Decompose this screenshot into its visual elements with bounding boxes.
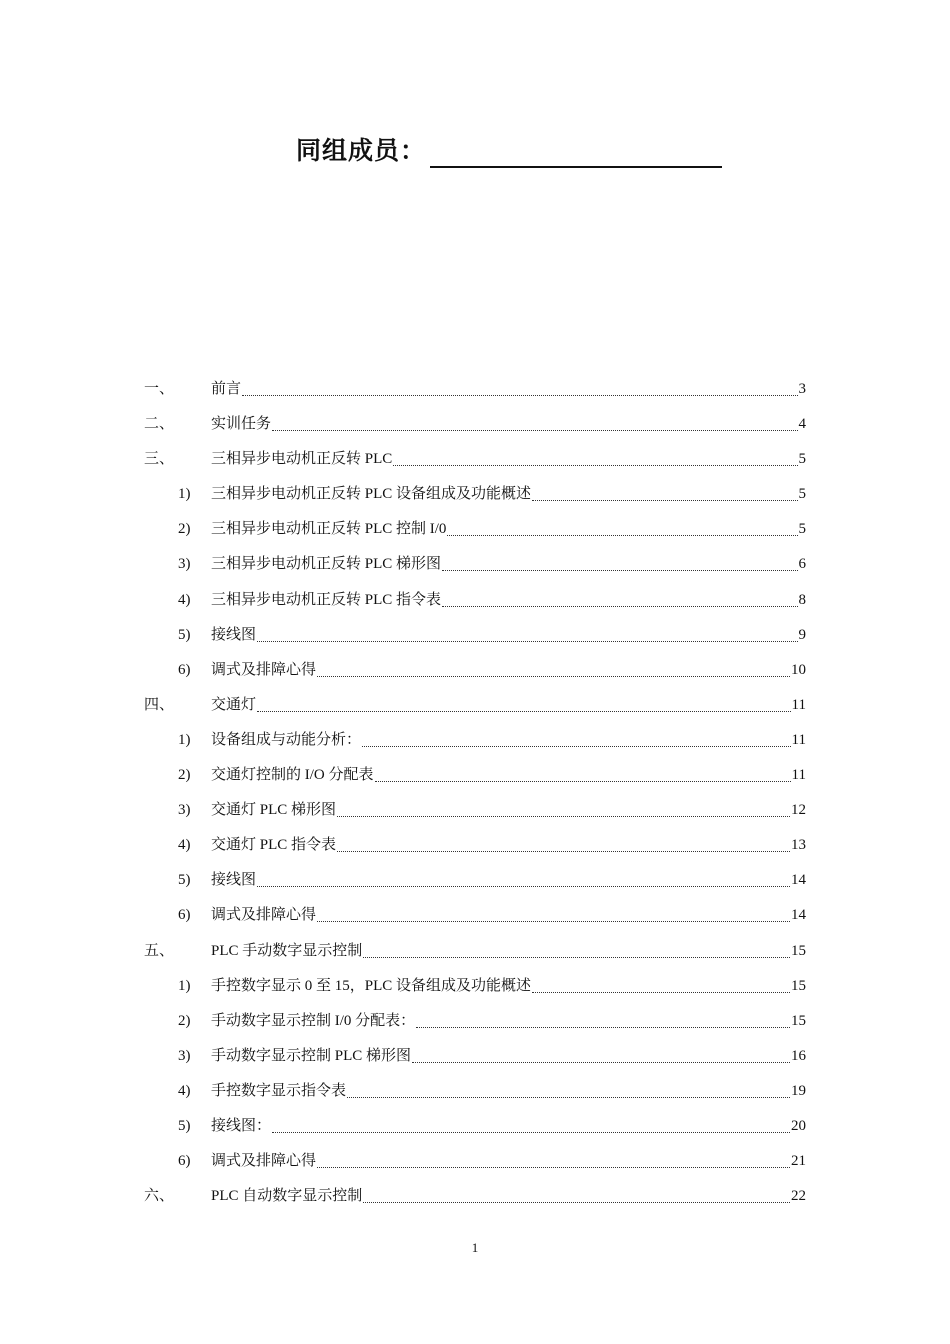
toc-dot-leader [257, 641, 797, 642]
toc-entry[interactable] [144, 1004, 806, 1039]
toc-entry-number: 1) [178, 731, 191, 748]
toc-entry-number: 1) [178, 486, 191, 503]
group-members-line [296, 134, 722, 168]
toc-entry-title: 交通灯 PLC 梯形图 [211, 802, 337, 819]
toc-entry-body [211, 1144, 806, 1179]
toc-entry-page: 4 [798, 416, 806, 433]
toc-entry-page: 15 [791, 942, 806, 959]
toc-entry[interactable] [144, 1039, 806, 1074]
toc-entry-title: 三相异步电动机正反转 PLC 设备组成及功能概述 [211, 486, 532, 503]
toc-entry-body [211, 934, 806, 969]
toc-entry-body [211, 1109, 806, 1144]
toc-entry-number: 4) [178, 591, 191, 608]
toc-entry-body [211, 1074, 806, 1109]
toc-entry-body [211, 793, 806, 828]
toc-entry-page: 5 [798, 486, 806, 503]
toc-entry[interactable] [144, 934, 806, 969]
toc-entry[interactable] [144, 442, 806, 477]
toc-entry-page: 13 [791, 837, 806, 854]
toc-dot-leader [337, 816, 790, 817]
toc-entry-title: PLC 自动数字显示控制 [211, 1188, 363, 1205]
toc-dot-leader [347, 1097, 790, 1098]
toc-entry-body [211, 1039, 806, 1074]
toc-entry-title: 三相异步电动机正反转 PLC 指令表 [211, 591, 442, 608]
toc-entry[interactable] [144, 969, 806, 1004]
toc-entry-page: 8 [798, 591, 806, 608]
toc-entry-title: 实训任务 [211, 416, 272, 433]
toc-entry-body [211, 828, 806, 863]
toc-entry-number: 4) [178, 837, 191, 854]
toc-dot-leader [257, 711, 791, 712]
toc-dot-leader [375, 781, 791, 782]
toc-entry-body [211, 618, 806, 653]
toc-entry[interactable] [144, 1179, 806, 1214]
toc-dot-leader [337, 851, 790, 852]
toc-entry-title: 交通灯控制的 I/O 分配表 [211, 767, 374, 784]
toc-entry-title: 交通灯 PLC 指令表 [211, 837, 337, 854]
toc-dot-leader [532, 500, 797, 501]
toc-dot-leader [442, 606, 797, 607]
toc-entry-body [211, 442, 806, 477]
toc-dot-leader [447, 535, 797, 536]
table-of-contents [144, 372, 806, 1214]
page-number: 1 [471, 1240, 479, 1255]
toc-entry-body [211, 863, 806, 898]
toc-dot-leader [317, 676, 790, 677]
toc-entry-title: 手动数字显示控制 PLC 梯形图 [211, 1047, 412, 1064]
toc-entry-title: 三相异步电动机正反转 PLC [211, 451, 393, 468]
toc-entry[interactable] [144, 828, 806, 863]
toc-entry-page: 3 [798, 381, 806, 397]
toc-entry-title: 三相异步电动机正反转 PLC 控制 I/0 [211, 521, 447, 538]
group-members-blank [430, 138, 722, 168]
toc-entry-title: 接线图 [211, 872, 257, 889]
toc-dot-leader [412, 1062, 790, 1063]
toc-entry-number: 3) [178, 1047, 191, 1064]
toc-entry[interactable] [144, 583, 806, 618]
toc-entry-number: 2) [178, 1012, 191, 1029]
toc-entry-title: 手控数字显示指令表 [211, 1082, 347, 1099]
toc-entry-number: 二、 [144, 416, 175, 433]
toc-entry-number: 3) [178, 556, 191, 573]
toc-entry[interactable] [144, 618, 806, 653]
toc-entry-body [211, 723, 806, 758]
toc-entry-number: 5) [178, 872, 191, 889]
toc-entry-number: 6) [178, 907, 191, 924]
toc-entry-body [211, 969, 806, 1004]
toc-entry[interactable] [144, 653, 806, 688]
toc-entry[interactable] [144, 1074, 806, 1109]
toc-entry-title: 交通灯 [211, 696, 257, 713]
toc-dot-leader [317, 921, 790, 922]
toc-entry[interactable] [144, 793, 806, 828]
toc-entry[interactable] [144, 1109, 806, 1144]
toc-entry-number: 六、 [144, 1188, 175, 1205]
toc-dot-leader [393, 465, 797, 466]
toc-entry-body [211, 407, 806, 442]
toc-entry-page: 19 [791, 1082, 806, 1099]
toc-entry-body [211, 372, 806, 407]
toc-entry-body [211, 477, 806, 512]
toc-dot-leader [257, 886, 790, 887]
toc-entry-page: 15 [791, 1012, 806, 1029]
toc-entry[interactable] [144, 1144, 806, 1179]
toc-entry-page: 9 [798, 626, 806, 643]
toc-dot-leader [362, 746, 791, 747]
toc-entry-page: 14 [791, 872, 806, 889]
toc-entry-page: 16 [791, 1047, 806, 1064]
toc-entry-body [211, 1004, 806, 1039]
toc-entry-page: 5 [798, 521, 806, 538]
toc-dot-leader [272, 430, 797, 431]
toc-entry-number: 四、 [144, 696, 175, 713]
toc-entry-title: PLC 手动数字显示控制 [211, 942, 363, 959]
toc-dot-leader [317, 1167, 790, 1168]
toc-entry-page: 11 [791, 696, 806, 713]
toc-entry-number: 5) [178, 1117, 191, 1134]
toc-entry-number: 2) [178, 521, 191, 538]
toc-entry[interactable] [144, 688, 806, 723]
toc-entry-body [211, 758, 806, 793]
toc-entry-number: 三、 [144, 451, 175, 468]
toc-entry-body [211, 1179, 806, 1214]
toc-entry-page: 21 [791, 1153, 806, 1170]
toc-dot-leader [272, 1132, 790, 1133]
toc-entry-body [211, 653, 806, 688]
toc-entry-title: 调式及排障心得 [211, 1153, 317, 1170]
toc-dot-leader [532, 992, 790, 993]
toc-entry-page: 20 [791, 1117, 806, 1134]
toc-entry[interactable] [144, 723, 806, 758]
toc-entry-number: 6) [178, 661, 191, 678]
toc-entry-body [211, 898, 806, 933]
toc-entry-number: 3) [178, 802, 191, 819]
toc-entry-number: 4) [178, 1082, 191, 1099]
toc-entry-body [211, 583, 806, 618]
toc-entry[interactable] [144, 547, 806, 582]
toc-entry-body [211, 547, 806, 582]
toc-entry-page: 5 [798, 451, 806, 468]
toc-entry-title: 手控数字显示 0 至 15，PLC 设备组成及功能概述 [211, 977, 532, 994]
toc-entry[interactable] [144, 477, 806, 512]
toc-entry-title: 设备组成与动能分析： [211, 731, 362, 748]
toc-dot-leader [363, 957, 790, 958]
toc-entry-page: 12 [791, 802, 806, 819]
toc-entry-title: 前言 [211, 381, 242, 397]
toc-entry-body [211, 512, 806, 547]
toc-entry[interactable] [144, 758, 806, 793]
toc-entry-number: 6) [178, 1153, 191, 1170]
toc-dot-leader [442, 570, 797, 571]
toc-entry[interactable] [144, 407, 806, 442]
toc-entry[interactable] [144, 898, 806, 933]
toc-entry-page: 6 [798, 556, 806, 573]
toc-entry-page: 11 [791, 767, 806, 784]
toc-entry-page: 10 [791, 661, 806, 678]
toc-dot-leader [242, 395, 797, 396]
toc-entry-title: 三相异步电动机正反转 PLC 梯形图 [211, 556, 442, 573]
toc-entry-page: 22 [791, 1188, 806, 1205]
toc-entry[interactable] [144, 863, 806, 898]
toc-entry-title: 调式及排障心得 [211, 907, 317, 924]
toc-entry-page: 11 [791, 731, 806, 748]
toc-entry-number: 一、 [144, 381, 175, 397]
toc-entry-title: 接线图： [211, 1117, 272, 1134]
toc-entry-number: 1) [178, 977, 191, 994]
toc-dot-leader [416, 1027, 790, 1028]
toc-dot-leader [363, 1202, 790, 1203]
toc-entry-page: 14 [791, 907, 806, 924]
toc-entry-page: 15 [791, 977, 806, 994]
toc-entry-number: 5) [178, 626, 191, 643]
toc-entry-number: 2) [178, 767, 191, 784]
toc-entry[interactable] [144, 372, 806, 407]
toc-entry-body [211, 688, 806, 723]
toc-entry-title: 接线图 [211, 626, 257, 643]
toc-entry-number: 五、 [144, 942, 175, 959]
toc-entry-title: 手动数字显示控制 I/0 分配表： [211, 1012, 416, 1029]
toc-entry-title: 调式及排障心得 [211, 661, 317, 678]
group-members-label: 同组成员： [296, 136, 427, 165]
toc-entry[interactable] [144, 512, 806, 547]
